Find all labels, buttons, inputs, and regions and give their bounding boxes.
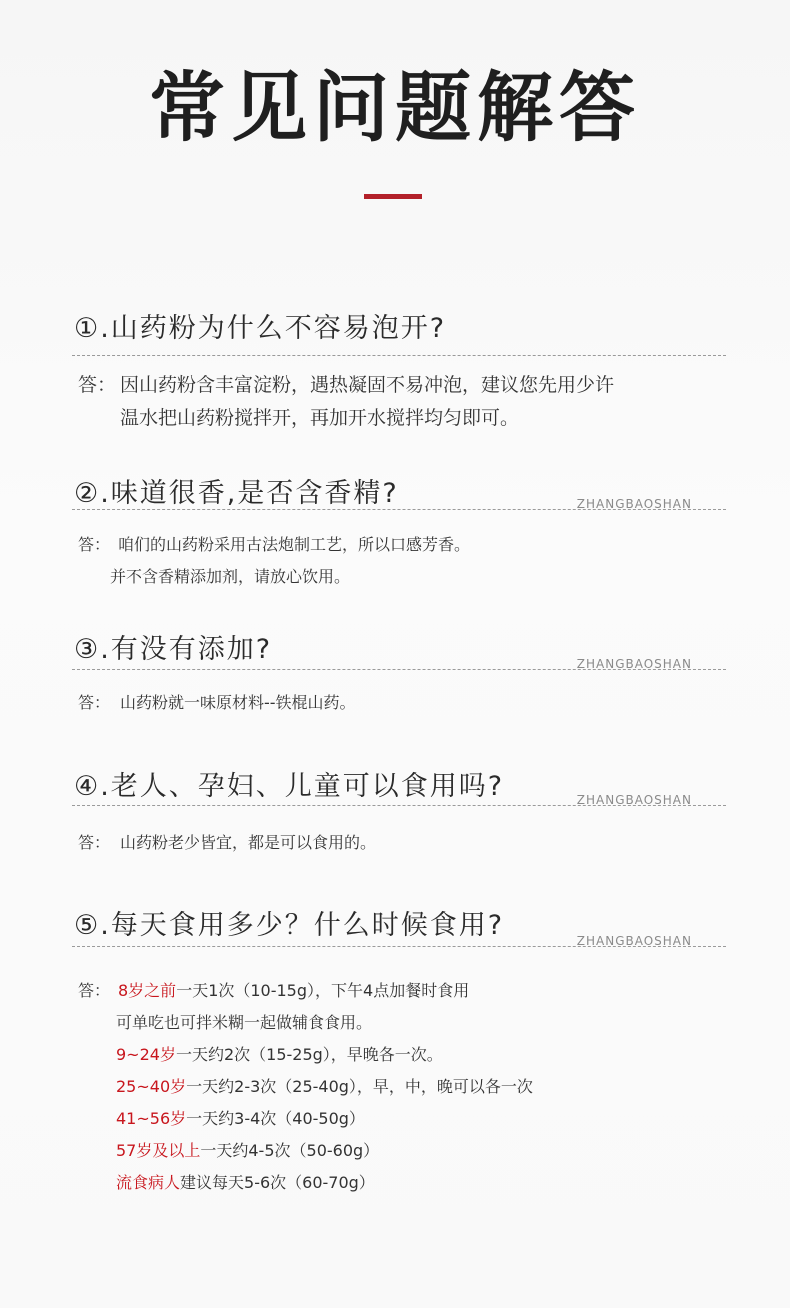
divider	[72, 355, 726, 356]
dosage-age: 25~40岁	[116, 1077, 187, 1096]
dosage-row	[116, 1010, 372, 1033]
faq-question-3: ③.有没有添加?	[74, 634, 273, 665]
divider	[72, 946, 726, 947]
watermark: ZHANGBAOSHAN	[576, 793, 692, 807]
dosage-age: 41~56岁	[116, 1109, 187, 1128]
dosage-row	[116, 1074, 533, 1097]
faq-question-2: ②.味道很香,是否含香精?	[74, 478, 399, 509]
answer-line: 咱们的山药粉采用古法炮制工艺，所以口感芳香。	[118, 535, 471, 554]
faq-question-4: ④.老人、孕妇、儿童可以食用吗?	[74, 771, 505, 802]
divider	[72, 805, 726, 806]
dosage-row	[116, 1138, 379, 1161]
watermark: ZHANGBAOSHAN	[576, 497, 692, 511]
page-title: 常见问题解答	[149, 63, 641, 152]
dosage-text: 一天约2-3次（25-40g），早，中，晚可以各一次	[186, 1077, 533, 1096]
dosage-text: 一天约4-5次（50-60g）	[200, 1141, 380, 1160]
dosage-text: 建议每天5-6次（60-70g）	[180, 1173, 375, 1192]
dosage-age: 57岁及以上	[116, 1141, 201, 1160]
answer-line: 并不含香精添加剂，请放心饮用。	[110, 567, 351, 586]
answer-prefix: 答：	[78, 981, 111, 1000]
watermark: ZHANGBAOSHAN	[576, 934, 692, 948]
dosage-age: 9~24岁	[116, 1045, 176, 1064]
answer-line: 因山药粉含丰富淀粉，遇热凝固不易冲泡，建议您先用少许	[120, 374, 615, 396]
answer-prefix: 答：	[78, 535, 111, 554]
answer-prefix: 答：	[78, 374, 117, 396]
dosage-text: 一天约2次（15-25g），早晚各一次。	[175, 1045, 443, 1064]
dosage-row	[116, 1170, 375, 1193]
answer-line: 山药粉就一味原材料--铁棍山药。	[120, 693, 356, 712]
faq-question-5: ⑤.每天食用多少？什么时候食用?	[74, 910, 505, 941]
dosage-row	[116, 1106, 365, 1129]
answer-prefix: 答：	[78, 693, 111, 712]
dosage-row	[116, 1042, 443, 1065]
title-underline	[364, 194, 422, 199]
dosage-text: 一天1次（10-15g），下午4点加餐时食用	[176, 981, 470, 1000]
faq-question-1: ①.山药粉为什么不容易泡开?	[74, 313, 447, 344]
dosage-age: 8岁之前	[118, 981, 177, 1000]
answer-prefix: 答：	[78, 833, 111, 852]
answer-line: 温水把山药粉搅拌开，再加开水搅拌均匀即可。	[120, 407, 520, 429]
watermark: ZHANGBAOSHAN	[576, 657, 692, 671]
dosage-row	[118, 978, 469, 1001]
answer-line: 山药粉老少皆宜，都是可以食用的。	[120, 833, 377, 852]
divider	[72, 509, 726, 510]
divider	[72, 669, 726, 670]
dosage-age: 流食病人	[116, 1173, 181, 1192]
dosage-text: 一天约3-4次（40-50g）	[186, 1109, 365, 1128]
dosage-text: 可单吃也可拌米糊一起做辅食食用。	[116, 1013, 373, 1032]
